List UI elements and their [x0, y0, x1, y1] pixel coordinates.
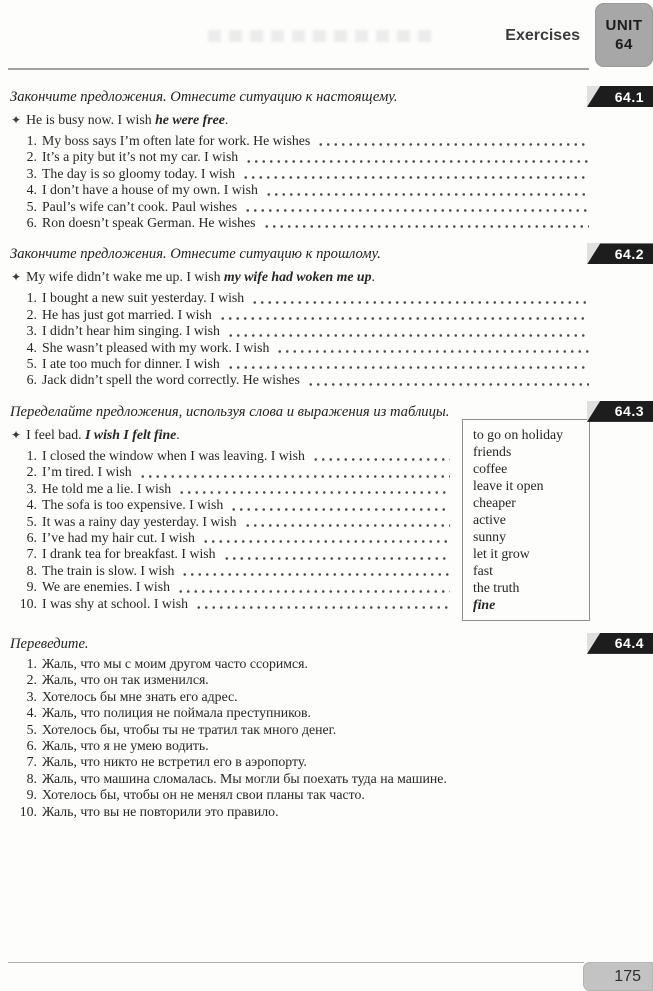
exercise-item: [10, 563, 451, 579]
exercise-item: [10, 464, 451, 480]
answer-blank-dotted-line: [276, 350, 589, 353]
exercise-item: [10, 804, 590, 820]
item-text: The sofa is too expensive. I wish: [42, 497, 224, 513]
unit-label: UNIT: [605, 17, 643, 34]
item-number: 2.: [26, 306, 37, 322]
item-number: 2.: [26, 149, 37, 165]
example-sentence: [11, 425, 451, 445]
example-star-icon: ✦: [11, 113, 22, 127]
item-text: Jack didn’t spell the word correctly. He wishes: [42, 372, 300, 388]
section-instruction: Закончите предложения. Отнесите ситуацию к настоящему.: [10, 89, 398, 105]
word-bank-item: let it grow: [473, 545, 530, 561]
item-text: I didn’t hear him singing. I wish: [42, 323, 220, 339]
item-number: 7.: [26, 754, 37, 770]
exercise-item: [10, 356, 590, 372]
exercise-item: [10, 481, 451, 497]
page-bleed-through: [208, 30, 433, 42]
exercise-item: [10, 199, 590, 215]
answer-blank-dotted-line: [223, 557, 450, 560]
exercise-item: [10, 166, 590, 182]
word-bank-item: the truth: [473, 579, 520, 595]
item-text: I ate too much for dinner. I wish: [42, 356, 220, 372]
exercise-item: [10, 689, 590, 705]
item-number: 6.: [26, 737, 37, 753]
example-answer: he were free: [155, 112, 225, 127]
item-number: 10.: [19, 595, 37, 611]
section-head: [10, 634, 644, 654]
exercise-items: [10, 448, 451, 612]
exercise-item: [10, 672, 590, 688]
item-number: 4.: [26, 705, 37, 721]
answer-blank-dotted-line: [317, 143, 589, 146]
item-number: 2.: [26, 672, 37, 688]
header-divider: [8, 68, 589, 70]
item-text: Хотелось бы, чтобы он не менял свои планы так часто.: [42, 787, 365, 803]
exercise-item: [10, 546, 451, 562]
item-text: Жаль, что я не умею водить.: [42, 737, 209, 753]
item-number: 2.: [26, 464, 37, 480]
item-number: 1.: [26, 447, 37, 463]
example-answer: my wife had woken me up: [223, 269, 372, 285]
item-text: Жаль, что машина сломалась. Мы могли бы поехать туда на машине.: [42, 770, 447, 786]
section-items-column: [10, 422, 451, 612]
item-text: We are enemies. I wish: [42, 579, 170, 595]
item-text: The day is so gloomy today. I wish: [42, 165, 236, 181]
unit-badge: [595, 3, 653, 67]
word-bank-item: leave it open: [473, 477, 544, 493]
section-instruction: Закончите предложения. Отнесите ситуацию к прошлому.: [10, 246, 381, 263]
exercise-item: [10, 787, 590, 803]
item-number: 1.: [26, 655, 37, 671]
exercise-item: [10, 738, 590, 754]
exercise-item: [10, 530, 451, 546]
section-instruction: Переделайте предложения, используя слова и выражения из таблицы.: [10, 403, 450, 420]
example-star-icon: ✦: [11, 270, 22, 285]
exercise-item: [10, 722, 590, 738]
exercise-number-badge: [587, 633, 653, 654]
exercises-heading: Exercises: [505, 27, 580, 44]
exercise-number-badge: [587, 401, 653, 422]
example-sentence: [11, 267, 590, 287]
exercise-item: [10, 215, 590, 231]
example-tail: .: [224, 112, 229, 127]
item-text: I don’t have a house of my own. I wish: [42, 182, 258, 198]
item-text: I’ve had my hair cut. I wish: [42, 529, 195, 545]
item-number: 3.: [26, 688, 37, 704]
item-text: Ron doesn’t speak German. He wishes: [42, 215, 256, 231]
item-text: I bought a new suit yesterday. I wish: [42, 290, 245, 306]
exercise-items: [10, 290, 590, 388]
word-bank-box: [462, 419, 590, 621]
badge-number: 64.3: [614, 403, 644, 420]
item-number: 4.: [26, 497, 37, 513]
answer-blank-dotted-line: [244, 209, 589, 212]
item-text: I closed the window when I was leaving. I wish: [42, 447, 305, 463]
exercise-item: [10, 307, 590, 323]
section-instruction: Переведите.: [10, 635, 89, 652]
item-text: Paul’s wife can’t cook. Paul wishes: [42, 198, 238, 214]
exercise-item: [10, 290, 590, 306]
section-body: [10, 422, 590, 621]
exercise-item: [10, 323, 590, 339]
item-text: She wasn’t pleased with my work. I wish: [42, 339, 270, 355]
item-number: 8.: [26, 562, 37, 578]
item-number: 3.: [26, 480, 37, 496]
exercise-item: [10, 340, 590, 356]
item-text: Жаль, что полиция не поймала преступников.: [42, 705, 311, 721]
badge-number: 64.2: [614, 245, 644, 262]
item-text: I’m tired. I wish: [42, 464, 132, 480]
footer-divider: [8, 962, 584, 963]
exercise-items: [10, 656, 590, 820]
example-tail: .: [371, 269, 375, 285]
item-text: I drank tea for breakfast. I wish: [42, 546, 216, 562]
item-number: 6.: [26, 372, 37, 388]
answer-blank-dotted-line: [178, 491, 450, 494]
item-text: The train is slow. I wish: [42, 562, 175, 578]
item-text: Жаль, что он так изменился.: [42, 672, 209, 688]
exercise-item: [10, 656, 590, 672]
answer-blank-dotted-line: [139, 475, 450, 478]
item-text: Жаль, что вы не повторили это правило.: [42, 803, 279, 819]
example-tail: .: [176, 426, 180, 442]
item-number: 6.: [26, 529, 37, 545]
section-64-4: [10, 634, 644, 820]
exercise-item: [10, 705, 590, 721]
section-head: [10, 402, 644, 422]
answer-blank-dotted-line: [181, 573, 450, 576]
answer-blank-dotted-line: [251, 301, 589, 304]
word-bank-item: coffee: [473, 460, 508, 476]
item-text: He has just got married. I wish: [42, 306, 212, 322]
item-number: 8.: [26, 770, 37, 786]
item-text: I was shy at school. I wish: [42, 595, 188, 611]
word-bank-item: cheaper: [473, 494, 516, 510]
answer-blank-dotted-line: [227, 334, 589, 337]
section-64-2: [10, 244, 644, 388]
answer-blank-dotted-line: [202, 540, 450, 543]
example-lead: My wife didn’t wake me up. I wish: [26, 269, 224, 285]
exercise-item: [10, 448, 451, 464]
exercise-item: [10, 497, 451, 513]
answer-blank-dotted-line: [312, 458, 450, 461]
word-bank-item: sunny: [473, 528, 506, 544]
item-number: 9.: [26, 787, 37, 803]
item-text: Хотелось бы, чтобы ты не тратил так много денег.: [42, 721, 337, 737]
item-number: 4.: [26, 339, 37, 355]
section-head: [10, 244, 644, 264]
item-number: 6.: [26, 215, 37, 231]
item-text: Хотелось бы мне знать его адрес.: [42, 688, 238, 704]
item-text: Жаль, что никто не встретил его в аэропорту.: [42, 754, 307, 770]
page-number: 175: [614, 967, 641, 985]
unit-number: 64: [615, 36, 633, 53]
item-number: 3.: [26, 165, 37, 181]
page-header: [0, 0, 653, 70]
exercise-item: [10, 372, 590, 388]
item-number: 4.: [26, 182, 37, 198]
section-head: [10, 87, 644, 107]
example-lead: I feel bad.: [26, 426, 86, 442]
answer-blank-dotted-line: [307, 383, 589, 386]
answer-blank-dotted-line: [242, 176, 589, 179]
item-number: 1.: [26, 133, 37, 148]
exercise-number-badge: [587, 86, 653, 107]
answer-blank-dotted-line: [245, 160, 589, 163]
item-number: 5.: [26, 513, 37, 529]
badge-number: 64.1: [614, 88, 644, 105]
item-text: He told me a lie. I wish: [42, 480, 172, 496]
exercise-item: [10, 754, 590, 770]
item-number: 5.: [26, 721, 37, 737]
exercise-item: [10, 149, 590, 165]
item-text: It was a rainy day yesterday. I wish: [42, 513, 237, 529]
answer-blank-dotted-line: [265, 193, 589, 196]
answer-blank-dotted-line: [244, 524, 451, 527]
item-text: My boss says I’m often late for work. He wishes: [42, 133, 311, 148]
example-star-icon: ✦: [11, 427, 22, 442]
exercise-item: [10, 182, 590, 198]
exercise-item: [10, 771, 590, 787]
example-sentence: [11, 110, 590, 130]
item-number: 9.: [26, 579, 37, 595]
answer-blank-dotted-line: [177, 590, 450, 593]
exercise-item: [10, 579, 451, 595]
answer-blank-dotted-line: [263, 225, 589, 228]
exercise-item: [10, 596, 451, 612]
item-number: 10.: [19, 803, 37, 819]
item-number: 3.: [26, 323, 37, 339]
section-64-1: [10, 87, 644, 231]
section-64-3: [10, 402, 644, 621]
answer-blank-dotted-line: [195, 606, 450, 609]
word-bank-item: active: [473, 511, 506, 527]
item-text: Жаль, что мы с моим другом часто ссоримся.: [42, 655, 308, 671]
item-number: 7.: [26, 546, 37, 562]
word-bank-item: fine: [473, 596, 496, 612]
word-bank-item: to go on holiday: [473, 426, 564, 442]
answer-blank-dotted-line: [227, 366, 589, 369]
word-bank-item: friends: [473, 443, 512, 459]
word-bank-item: fast: [473, 562, 493, 578]
answer-blank-dotted-line: [219, 317, 589, 320]
item-number: 5.: [26, 198, 37, 214]
exercise-number-badge: [587, 243, 653, 264]
exercise-item: [10, 514, 451, 530]
example-lead: He is busy now. I wish: [26, 112, 156, 127]
exercise-items: [10, 133, 590, 231]
badge-number: 64.4: [614, 635, 644, 652]
exercise-item: [10, 133, 590, 149]
item-number: 1.: [26, 290, 37, 306]
item-number: 5.: [26, 356, 37, 372]
example-answer: I wish I felt fine: [85, 426, 177, 442]
page-content: [0, 87, 653, 820]
item-text: It’s a pity but it’s not my car. I wish: [42, 149, 239, 165]
answer-blank-dotted-line: [230, 508, 450, 511]
page-number-badge: [583, 962, 653, 991]
